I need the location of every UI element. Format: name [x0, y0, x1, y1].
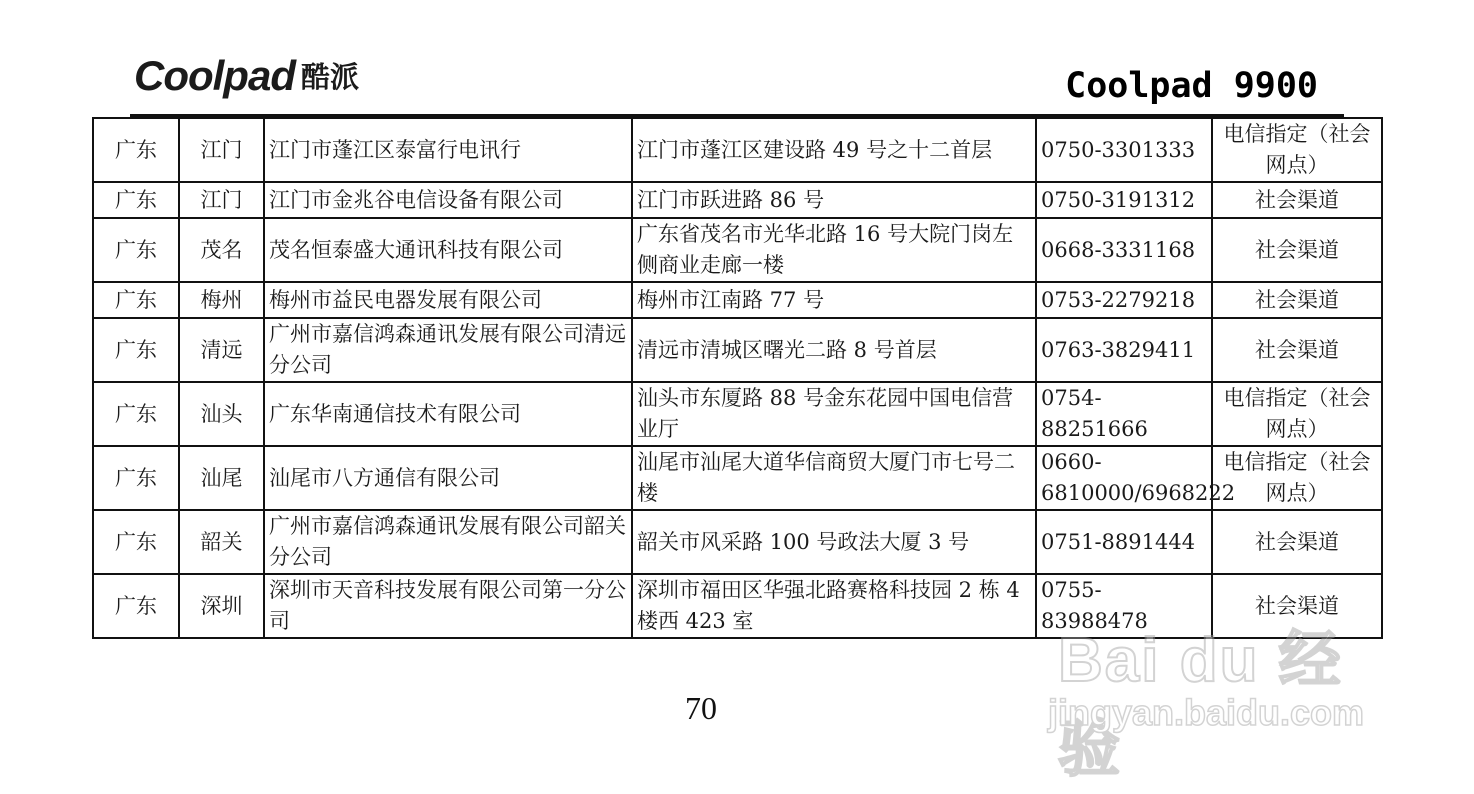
city-cell: 江门 [179, 118, 264, 182]
address-cell: 江门市跃进路 86 号 [632, 182, 1036, 218]
table-row [93, 446, 1382, 510]
table-row [93, 118, 1382, 182]
channel-type-cell: 社会渠道 [1212, 318, 1382, 382]
province-cell: 广东 [93, 318, 179, 382]
phone-cell: 0660-6810000/6968222 [1036, 446, 1212, 510]
province-cell: 广东 [93, 446, 179, 510]
dealer-name-cell: 广东华南通信技术有限公司 [264, 382, 632, 446]
city-cell: 清远 [179, 318, 264, 382]
address-cell: 深圳市福田区华强北路赛格科技园 2 栋 4 楼西 423 室 [632, 574, 1036, 638]
coolpad-logo [134, 54, 359, 98]
dealer-name-cell: 梅州市益民电器发展有限公司 [264, 282, 632, 318]
province-cell: 广东 [93, 218, 179, 282]
table-row [93, 382, 1382, 446]
province-cell: 广东 [93, 382, 179, 446]
city-cell: 茂名 [179, 218, 264, 282]
address-cell: 梅州市江南路 77 号 [632, 282, 1036, 318]
phone-cell: 0751-8891444 [1036, 510, 1212, 574]
dealer-name-cell: 深圳市天音科技发展有限公司第一分公司 [264, 574, 632, 638]
channel-type-cell: 社会渠道 [1212, 574, 1382, 638]
province-cell: 广东 [93, 182, 179, 218]
city-cell: 江门 [179, 182, 264, 218]
province-cell: 广东 [93, 510, 179, 574]
table-row [93, 282, 1382, 318]
page-header [0, 0, 1474, 120]
address-cell: 汕尾市汕尾大道华信商贸大厦门市七号二楼 [632, 446, 1036, 510]
table-row [93, 182, 1382, 218]
address-cell: 广东省茂名市光华北路 16 号大院门岗左侧商业走廊一楼 [632, 218, 1036, 282]
channel-type-cell: 社会渠道 [1212, 218, 1382, 282]
address-cell: 清远市清城区曙光二路 8 号首层 [632, 318, 1036, 382]
province-cell: 广东 [93, 574, 179, 638]
channel-type-cell: 电信指定（社会网点） [1212, 446, 1382, 510]
phone-cell: 0754-88251666 [1036, 382, 1212, 446]
province-cell: 广东 [93, 118, 179, 182]
dealer-name-cell: 茂名恒泰盛大通讯科技有限公司 [264, 218, 632, 282]
city-cell: 深圳 [179, 574, 264, 638]
table-row [93, 510, 1382, 574]
address-cell: 韶关市风采路 100 号政法大厦 3 号 [632, 510, 1036, 574]
channel-type-cell: 社会渠道 [1212, 282, 1382, 318]
phone-cell: 0668-3331168 [1036, 218, 1212, 282]
city-cell: 韶关 [179, 510, 264, 574]
dealer-name-cell: 广州市嘉信鸿森通讯发展有限公司韶关分公司 [264, 510, 632, 574]
phone-cell: 0763-3829411 [1036, 318, 1212, 382]
dealer-name-cell: 汕尾市八方通信有限公司 [264, 446, 632, 510]
page-number: 70 [685, 690, 717, 726]
city-cell: 汕尾 [179, 446, 264, 510]
address-cell: 江门市蓬江区建设路 49 号之十二首层 [632, 118, 1036, 182]
dealer-name-cell: 广州市嘉信鸿森通讯发展有限公司清远分公司 [264, 318, 632, 382]
phone-cell: 0750-3191312 [1036, 182, 1212, 218]
dealer-name-cell: 江门市蓬江区泰富行电讯行 [264, 118, 632, 182]
dealer-name-cell: 江门市金兆谷电信设备有限公司 [264, 182, 632, 218]
dealer-table [92, 117, 1383, 639]
city-cell: 梅州 [179, 282, 264, 318]
model-title: Coolpad 9900 [1065, 66, 1318, 106]
city-cell: 汕头 [179, 382, 264, 446]
province-cell: 广东 [93, 282, 179, 318]
table-row [93, 318, 1382, 382]
phone-cell: 0755-83988478 [1036, 574, 1212, 638]
watermark-url: jingyan.baidu.com [1048, 692, 1365, 733]
watermark-brand: Bai du 经验 [1058, 626, 1343, 784]
phone-cell: 0753-2279218 [1036, 282, 1212, 318]
logo-wordmark: Coolpad [134, 52, 295, 99]
address-cell: 汕头市东厦路 88 号金东花园中国电信营业厅 [632, 382, 1036, 446]
channel-type-cell: 社会渠道 [1212, 510, 1382, 574]
channel-type-cell: 社会渠道 [1212, 182, 1382, 218]
table-row [93, 218, 1382, 282]
logo-chinese: 酷派 [300, 60, 359, 94]
table-row [93, 574, 1382, 638]
channel-type-cell: 电信指定（社会网点） [1212, 382, 1382, 446]
phone-cell: 0750-3301333 [1036, 118, 1212, 182]
channel-type-cell: 电信指定（社会网点） [1212, 118, 1382, 182]
